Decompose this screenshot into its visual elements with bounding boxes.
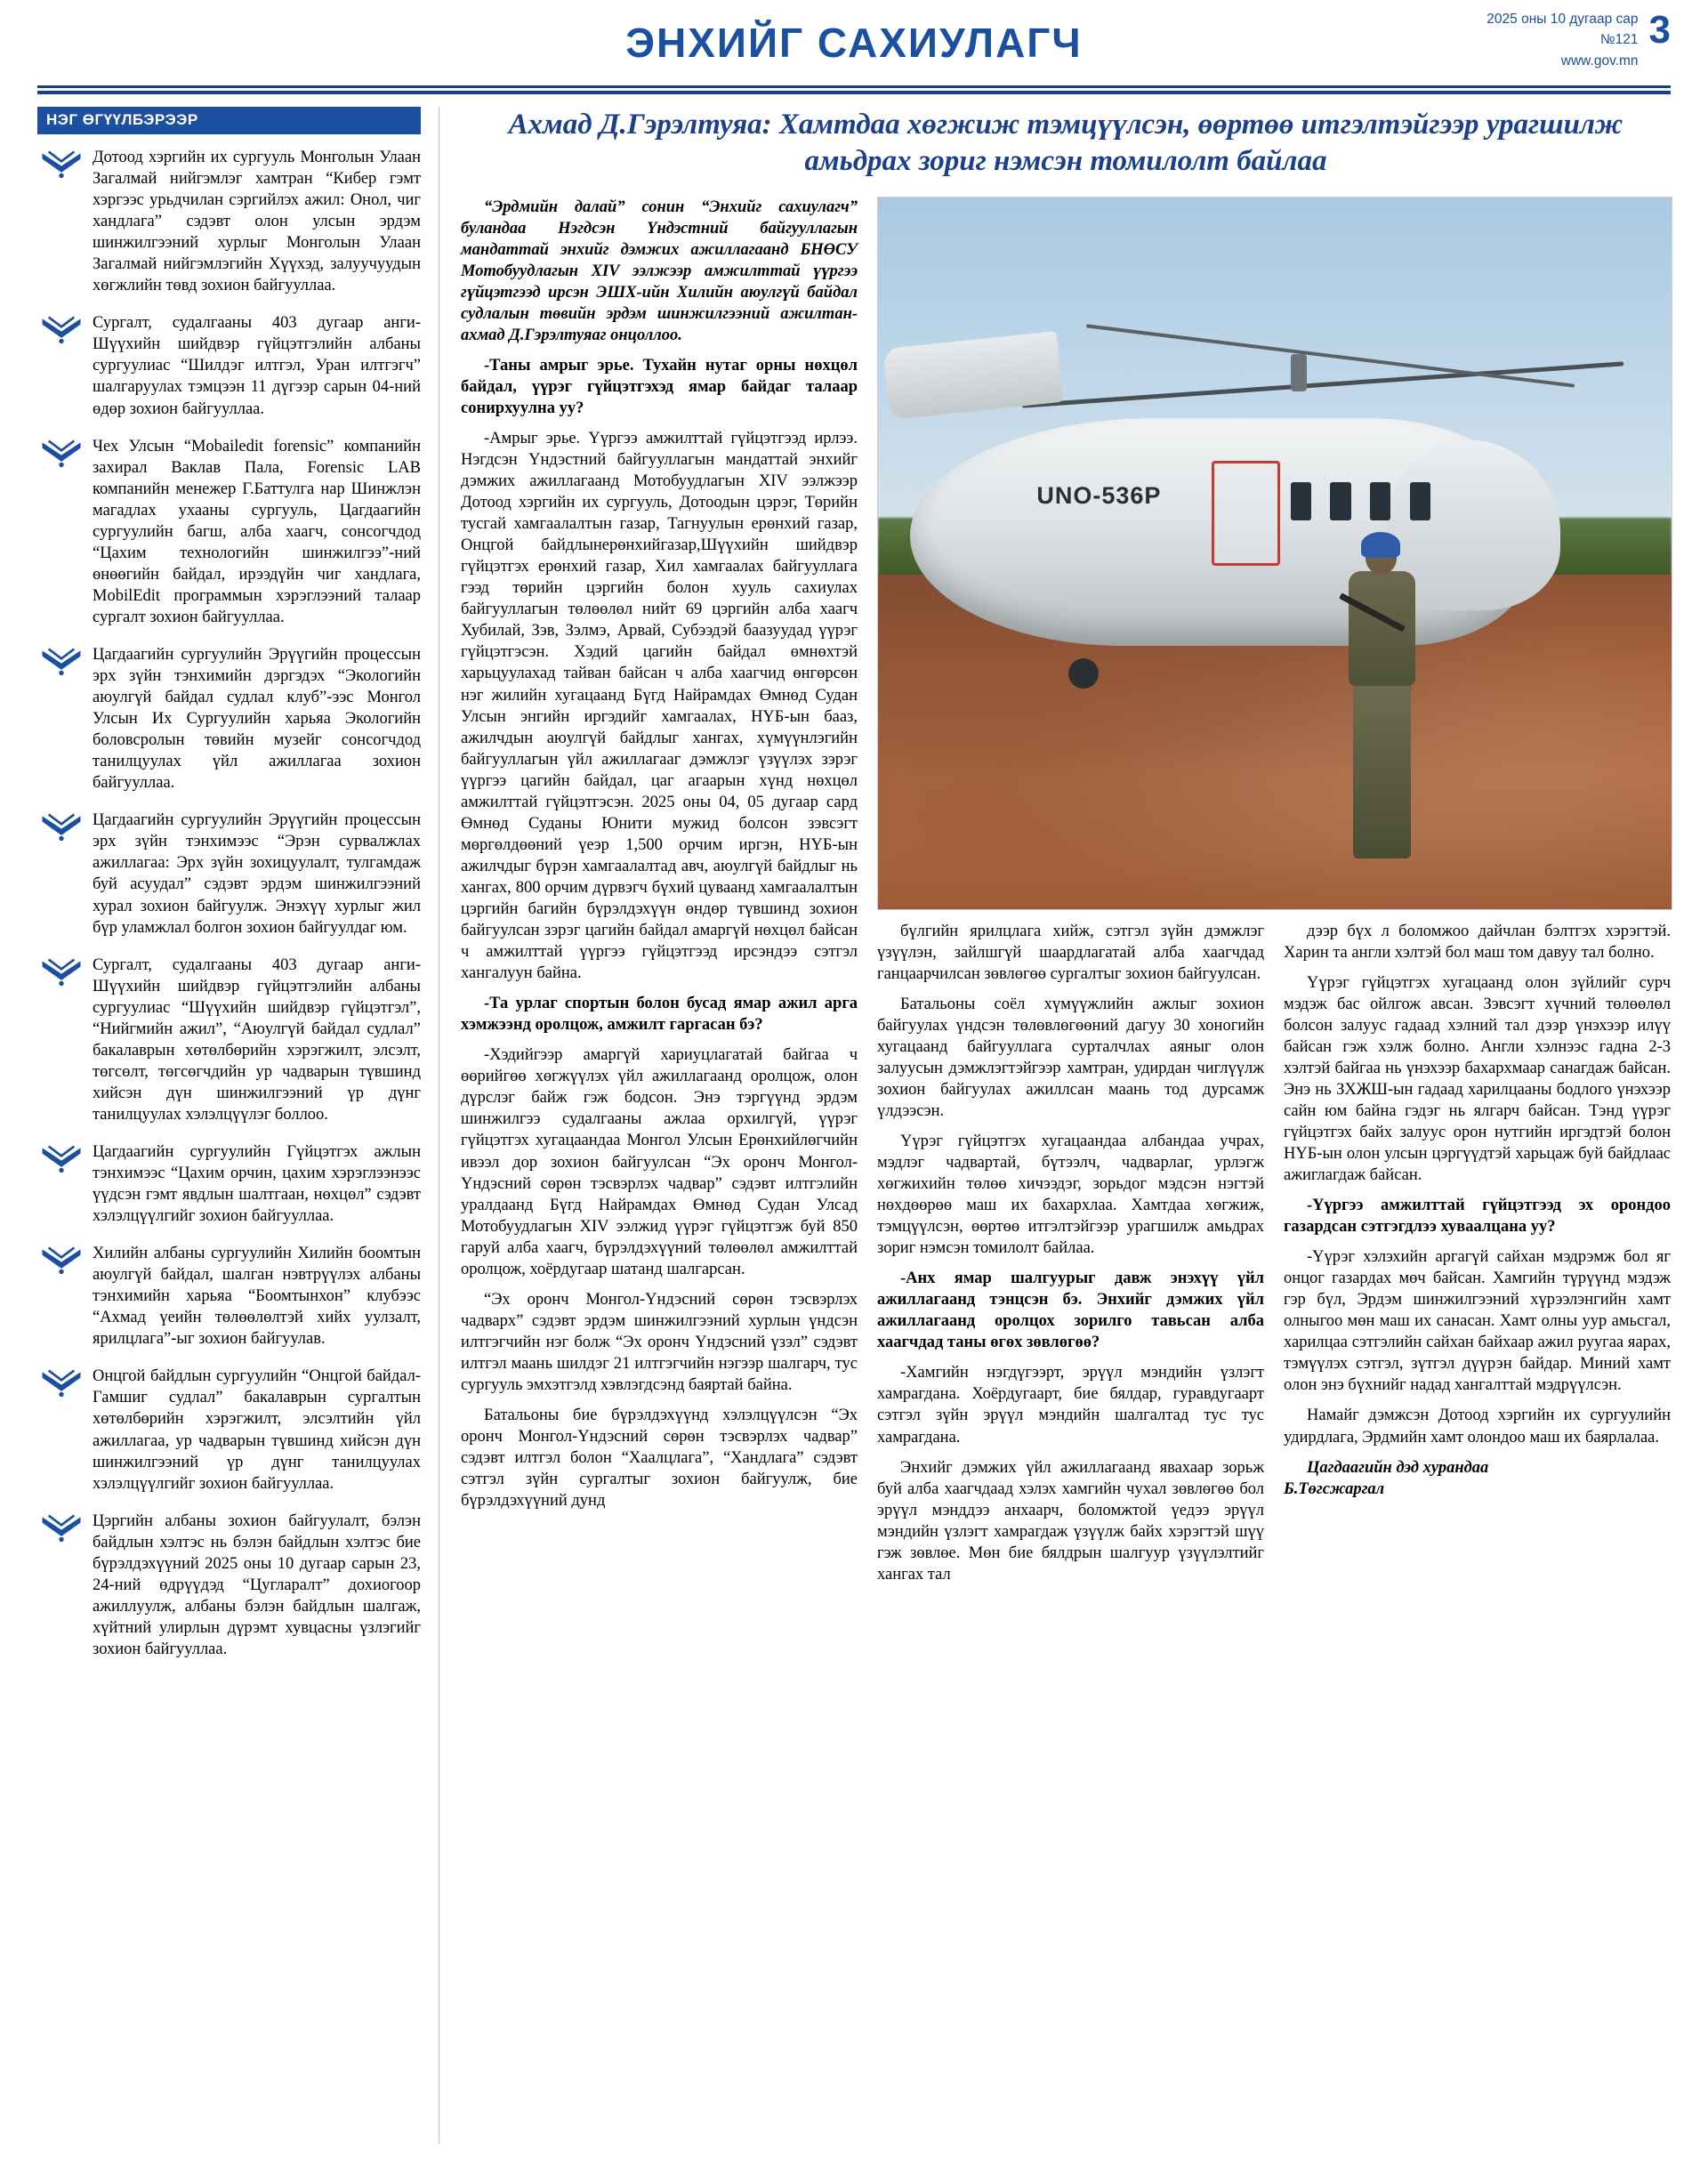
brief-item: [37, 1141, 421, 1227]
emblem-icon: [37, 149, 85, 179]
newspaper-title: ЭНХИЙГ САХИУЛАГЧ: [625, 20, 1083, 66]
article-body: [461, 197, 1671, 1594]
helicopter-window: [1370, 482, 1390, 520]
brief-text: Цагдаагийн сургуулийн Гүйцэтгэх ажлын тэнхимээс “Цахим орчин, цахим хэрэглээнээс үүдсэн гэмт явдлын шалтгаан, нөхцөл” сэдэвт хэлэлцүүлгийг зохион байгууллаа.: [93, 1142, 421, 1226]
section-title: НЭГ ӨГҮҮЛБЭРЭЭР: [37, 107, 421, 134]
brief-item: [37, 810, 421, 938]
brief-text: Сургалт, судалгааны 403 дугаар анги-Шүүхийн шийдвэр гүйцэтгэлийн албаны сургуулиас “Шүүхийн шийдвэр гүйцэтгэл”, “Нийгмийн ажил”, “Аюулгүй байдал судлал” бакалаврын хөтөлбөрийн хэрэгжилт, элсэлт, төгсөлт, төгсөгчдийн ур чадварын түвшинд хийсэн дүн шинжилгээний үр дүнг танилцуулах хэлэлцүүлэг боллоо.: [93, 955, 421, 1124]
brief-item: [37, 644, 421, 794]
brief-text: Онцгой байдлын сургуулийн “Онцгой байдал-Гамшиг судлал” бакалаврын сургалтын хөтөлбөрийн хэрэгжилт, элсэлтийн үйл ажиллагаа, ур чадварын түвшинд хийсэн дүн шинжилгээний үр дүнг танилцуулах хэлэлцүүлгийг зохион байгууллаа.: [93, 1367, 421, 1493]
article-signature: Цагдаагийн дэд хурандаа Б.Төгсжаргал: [1284, 1458, 1489, 1498]
brief-text: Дотоод хэргийн их сургууль Монголын Улаан Загалмай нийгэмлэг хамтран “Кибер гэмт хэргээс урьдчилан сэргийлэх ажил: Онол, чиг хандлага” сэдэвт олон улсын эрдэм шинжилгээний хурлыг Монголын Улаан Загалмай нийгэмлэгийн Хүүхэд, залуучуудын хөгжлийн төвд зохион байгууллаа.: [93, 149, 421, 295]
brief-item: [37, 955, 421, 1125]
article-paragraph: -Хамгийн нэгдүгээрт, эрүүл мэндийн үзлэгт хамрагдана. Хоёрдугаарт, бие бялдар, гуравдугаарт сэтгэл зүйн эрүүл мэндийн шалгалтад тус тус хамрагдана.: [877, 1364, 1264, 1447]
emblem-icon: [37, 1367, 85, 1398]
article-paragraph: бүлгийн ярилцлага хийж, сэтгэл зүйн дэмжлэг үзүүлэн, зайлшгүй шаардлагатай алба хаагчдад ганцаарчилсан зөвлөгөө сургалтыг зохион байгуулсан.: [877, 922, 1264, 983]
article-lead: “Эрдмийн далай” сонин “Энхийг сахиулагч” буландаа Нэгдсэн Үндэстний байгууллагын мандаттай энхийг дэмжих ажиллагаанд БНӨСУ Мотобуудлагын XIV ээлжээр амжилттай үүргээ гүйцэтгээд ирсэн ЭШХ-ийн Хилийн аюулгүй байдал судлалын төвийн эрдэм шинжилгээний ажилтан-ахмад Д.Гэрэлтуяаг онцоллоо.: [461, 197, 858, 344]
helicopter-registration-text: UNO-536P: [1036, 481, 1162, 509]
emblem-icon: [37, 1245, 85, 1275]
article-question: -Та урлаг спортын болон бусад ямар ажил арга хэмжээнд оролцож, амжилт гаргасан бэ?: [461, 995, 858, 1035]
article-photo: [877, 197, 1671, 910]
emblem-icon: [37, 646, 85, 676]
article-col-2-paragraphs: [877, 921, 1264, 1585]
soldier-legs: [1353, 680, 1411, 859]
article-paragraph: Батальоны бие бүрэлдэхүүнд хэлэлцүүлсэн “Эх оронч Монгол-Үндэсний сөрөн тэсвэрлэх чадвар” сэдэвт илтгэл болон “Хаалцлага”, “Хандлага” сэдэвт сэтгэл зүйн сургалтыг зохион байгуулж, бие бүрэлдэхүүний дунд: [461, 1406, 858, 1511]
article-paragraph: Батальоны соёл хүмүүжлийн ажлыг зохион байгуулах үндсэн төлөвлөгөөний дагуу 30 хоногийн хугацаанд байгууллага сурталчлах аяныг олон залуусын дэмжлэгтэйгээр хамтран, удирдан чиглүүлж зохион байгуулах ажиллсан маань тод дурсамж үлдээсэн.: [877, 995, 1264, 1120]
masthead-meta: [1486, 5, 1638, 71]
masthead-right: [1486, 5, 1671, 71]
peacekeeper-helicopter-photo: [877, 197, 1672, 910]
emblem-icon: [37, 1512, 85, 1543]
brief-text: Чех Улсын “Mobailedit forensic” компанийн захирал Ваклав Пала, Forensic LAB компанийн менежер Г.Баттулга нар Шинжлэн магадлах ухааны сургууль, Цагдаагийн сургуулийн багш, алба хаагч, сонсогчдод “Цахим технологийн шинжилгээ”-ний өнөөгийн байдал, ирээдүйн чиг хандлага, MobilEdit программын хэрэглээний талаар сургалт зохион байгууллаа.: [93, 437, 421, 626]
article-question: -Таны амрыг эрье. Тухайн нутаг орны нөхцөл байдал, үүрэг гүйцэтгэхэд ямар байдаг талаар сонирхуулна уу?: [461, 356, 858, 417]
helicopter-wheel: [1068, 658, 1099, 689]
article-paragraph: Үүрэг гүйцэтгэх хугацаанд олон зүйлийг сурч мэдэж бас ойлгож авсан. Зэвсэгт хүчний төлөөлөл болсон залуус гадаад хэлний тал дээр үнэхээр илүү байсан гэж хэлж болно. Англи хэлнээс гадна 2-3 хэлтэй байгаа нь үнэхээр бахархмаар санагдаж байсан. Энэ нь ЗХЖШ-ын гадаад харилцааны бодлого үнэхээр сайн юм байна гэдэг нь ялгарч байсан. Тэнд үүрэг гүйцэтгэх байх залуус орон нутгийн иргэдтэй болон НҮБ-ын олон улсын цэргүүдтэй харьцаж буй байдлаас ажиглагдаж байсан.: [1284, 973, 1671, 1185]
article-question: -Үүргээ амжилттай гүйцэтгээд эх орондоо газардсан сэтгэгдлээ хуваалцана уу?: [1284, 1197, 1671, 1237]
soldier-torso: [1349, 571, 1414, 687]
brief-item: [37, 1366, 421, 1494]
article-headline: Ахмад Д.Гэрэлтуяа: Хамтдаа хөгжиж тэмцүүлсэн, өөртөө итгэлтэйгээр урагшилж амьдрах зориг нэмсэн томилолт байлаа: [508, 109, 1623, 178]
article-question: -Анх ямар шалгуурыг давж энэхүү үйл ажиллагаанд тэнцсэн бэ. Энхийг дэмжих үйл ажиллагаанд оролцох зорилго тавьсан алба хаагчдад таны өгөх зөвлөгөө?: [877, 1269, 1264, 1352]
masthead: [37, 0, 1671, 88]
article-paragraph: Энхийг дэмжих үйл ажиллагаанд явахаар зорьж буй алба хаагчдаад хэлэх хамгийн чухал зөвлөгөө бол эрүүл мэнддээ анхаарч, боломжтой үедээ эрүүл мэндийн үзлэгт хамрагдаж үзүүлж байх хэрэгтэй шүү гэж зөвлөе. Мөн бие бялдрын шалгуур үзүүлэлтийг хангах тал: [877, 1458, 1264, 1584]
page-number: 3: [1648, 8, 1671, 52]
article-col-2-3: [877, 197, 1671, 1594]
briefs-column: [37, 107, 439, 2144]
brief-item: [37, 436, 421, 628]
article-col-1: [461, 197, 858, 1594]
brief-item: [37, 147, 421, 296]
page-content: [37, 107, 1671, 2144]
helicopter-window: [1410, 482, 1430, 520]
brief-item: [37, 1511, 421, 1660]
soldier-figure: [1330, 539, 1433, 859]
brief-text: Сургалт, судалгааны 403 дугаар анги-Шүүхийн шийдвэр гүйцэтгэлийн албаны сургуулиас “Шилдэг илтгэл, Уран илтгэгч” шалгаруулах тэмцээн 11 дүгээр сарын 04-ний өдөр зохион байгууллаа.: [93, 314, 421, 418]
masthead-rule: [37, 91, 1671, 94]
article-paragraph: Намайг дэмжсэн Дотоод хэргийн их сургуулийн удирдлага, Эрдмийн хамт олондоо маш их баярлалаа.: [1284, 1406, 1671, 1447]
brief-item: [37, 1243, 421, 1350]
emblem-icon: [37, 438, 85, 468]
briefs-list: [37, 147, 421, 1660]
article-col-3: [1284, 921, 1671, 1594]
brief-text: Цагдаагийн сургуулийн Эрүүгийн процессын эрх зүйн тэнхимийн дэргэдэх “Экологийн аюулгүй байдал судлал клуб”-ээс Монгол Улсын Их Сургуулийн харьяа Экологийн боловсролын төвийн музейг сонсогчдод танилцуулах үйл ажиллагаа зохион байгууллаа.: [93, 645, 421, 793]
article-col-3-paragraphs: [1284, 921, 1671, 1448]
article-col-2: [877, 921, 1264, 1594]
helicopter-window: [1291, 482, 1311, 520]
article-paragraph: -Хэдийгээр амаргүй хариуцлагатай байгаа ч өөрийгөө хөгжүүлэх үйл ажиллагаанд оролцож, олон дүрслэг байж гэж бодсон. Энэ тэргүүнд эрдэм шинжилгээ судалгааны ажлаа орхилгүй, үүрэг гүйцэтгэх хугацаандаа Монгол Улсын Ерөнхийлөгчийн ивээл дор зохион байгуулсан “Эх оронч Монгол-Үндэсний сөрөн тэсвэрлэх чадвар” сэдэвт илтгэлийн уралдаанд Бүгд Найрамдах Өмнөд Судан Улсад Мотобуудлагын XIV ээлжид үүрэг гүйцэтгэж буй 850 гаруй алба хаагч, бүрэлдэхүүний төлөөлөл амжилттай оролцож, хоёрдугаар шатанд шалгарсан.: [461, 1046, 858, 1278]
article-paragraph: -Үүрэг хэлэхийн аргагүй сайхан мэдрэмж бол яг онцог газардах мөч байсан. Хамгийн түрүүнд мэдэж гэр бүл, Эрдэм шинжилгээний хүрээлэнгийн хамт олныгоо мөн маш их санасан. Хамт олны уур амьсгал, харилцаа сэтгэлийн сайхан байхаар ажил руугаа яарах, тэмүүлэх сэтгэл, зүтгэл дүүрэн байдар. Миний хамт олон энэ бүхнийг надад хангалттай мэдрүүлсэн.: [1284, 1248, 1671, 1395]
brief-text: Цагдаагийн сургуулийн Эрүүгийн процессын эрх зүйн тэнхимээс “Эрэн сурвалжлах ажиллагаа: Эрх зүйн зохицуулалт, тулгамдаж буй асуудал” сэдэвт эрдэм шинжилгээний хурал зохион байгуулж. Энэхүү хурлыг жил бүр уламжлал болгон зохион байгуулдаг юм.: [93, 811, 421, 937]
emblem-icon: [37, 811, 85, 842]
website-url: www.gov.mn: [1560, 52, 1639, 69]
brief-text: Цэргийн албаны зохион байгуулалт, бэлэн байдлын хэлтэс нь бэлэн байдлын хэлтэс бие бүрэлдэхүүний 2025 оны 10 дугаар сарын 23, 24-ний өдрүүдэд “Цугларалт” дохиогоор ажиллуулж, албаны бэлэн байдлын шалгаж, хүйтний улирлын дүрэмт хувцасны үзлэгийг зохион байгууллаа.: [93, 1511, 421, 1658]
emblem-icon: [37, 956, 85, 987]
brief-item: [37, 312, 421, 419]
article-paragraph: дээр бүх л боломжоо дайчлан бэлтгэх хэрэгтэй. Харин та англи хэлтэй бол маш том давуу тал болно.: [1284, 922, 1671, 962]
helicopter-door: [1212, 461, 1280, 566]
article-paragraph: Үүрэг гүйцэтгэх хугацаандаа албандаа учрах, мэдлэг чадвартай, бүтээлч, чадварлаг, урлэгж хөгжихийн төлөө хичээдэг, зорьдог мэдсэн нэгтэй нөхдөөрөө маш их бахархлаа. Хамтдаа хөгжиж, тэмцүүлсэн, өөртөө итгэлтэйгээр урагшилж амьдрах зориг нэмсэн томилолт байлаа.: [877, 1132, 1264, 1258]
issue-date: 2025 оны 10 дугаар сар: [1486, 12, 1639, 27]
issue-number: №121: [1600, 32, 1639, 48]
article-col-1-paragraphs: [461, 355, 858, 1511]
article-lower-columns: [877, 921, 1671, 1594]
helicopter-rotor-mast: [1291, 354, 1307, 391]
emblem-icon: [37, 1143, 85, 1173]
emblem-icon: [37, 314, 85, 344]
article-paragraph: -Амрыг эрье. Үүргээ амжилттай гүйцэтгээд ирлээ. Нэгдсэн Үндэстний байгууллагын мандаттай энхийг дэмжих ажиллагаанд Мотобуудлагын XIV ээлжээр Дотоод хэргийн их сургууль, Дотоодын цэрэг, Төрийн тусгай хамгаалалтын газар, Тагнуулын ерөнхий газар, Онцгой байдлынерөнхийгазар,Шүүхийн шийдвэр гүйцэтгэх ерөнхий газар, Хил хамгаалах байгууллага гээд төрийн цэргийн болон хууль сахиулах байгууллагын төлөөлөл нийт 69 цэргийн алба хаагч Хубилай, Зэв, Зэлмэ, Арвай, Субээдэй баазуудад үүрэг гүйцэтгэсэн. Хэдий цагийн байдал өмнөхтэй харьцуулахад тайван байсан ч алба хаагчид өнгөрсөн нэг жилийн хугацаанд Бүгд Найрамдах Өмнөд Судан Улсын энгийн иргэдийг хамгаалах, НҮБ-ын бааз, ажилчдын аюулгүй байдлыг хангах, хүмүүнлэгийн байгууллагын үйл ажиллагааг дэмжлэг үзүүлэх зэрэг үүргээ цагийн байдал, цаг агаарын хүнд нөхцөл амжилттай гүйцэтгэсэн. 2025 оны 04, 05 дугаар сард Өмнөд Суданы Юнити мужид болсон зэвсэгт мөргөлдөөний үеэр 1,500 орчим иргэн, НҮБ-ын ажилчдыг бүрэн хамгаалалтад авч, аюулгүй байдлыг нь хангах, 800 орчим дүрвэгч бүхий цуваанд хамгаалалтын цэргийн багийн бүрэлдэхүүн өндөр түвшинд зохион байгуулсан зэрэг цагийн байдал амаргүй нөхцөл байсан ч амжилттай үүргээ гүйцэтгээд ирсэндээ сэтгэл хангалуун байна.: [461, 429, 858, 983]
article-column: [439, 107, 1671, 2144]
helicopter-window: [1330, 482, 1350, 520]
brief-text: Хилийн албаны сургуулийн Хилийн боомтын аюулгүй байдал, шалган нэвтрүүлэх албаны тэнхимийн харьяа “Боомтынхон” клубээс “Ахмад үеийн төлөөлөлтэй хийх уулзалт, ярилцлага”-ыг зохион байгуулав.: [93, 1245, 421, 1349]
soldier-blue-helmet: [1361, 532, 1400, 558]
article-paragraph: “Эх оронч Монгол-Үндэсний сөрөн тэсвэрлэх чадварх” сэдэвт эрдэм шинжилгээний хурлын үндсэн илтгэгчийн нэг болж “Эх оронч Үндэсний үзэл” сэдэвт илтгэл маань шилдэг 21 илтгэгчийн нэгээр шалгарч, тус сургууль эмхэтгэлд хэвлэгдсэнд баяртай байна.: [461, 1290, 858, 1394]
